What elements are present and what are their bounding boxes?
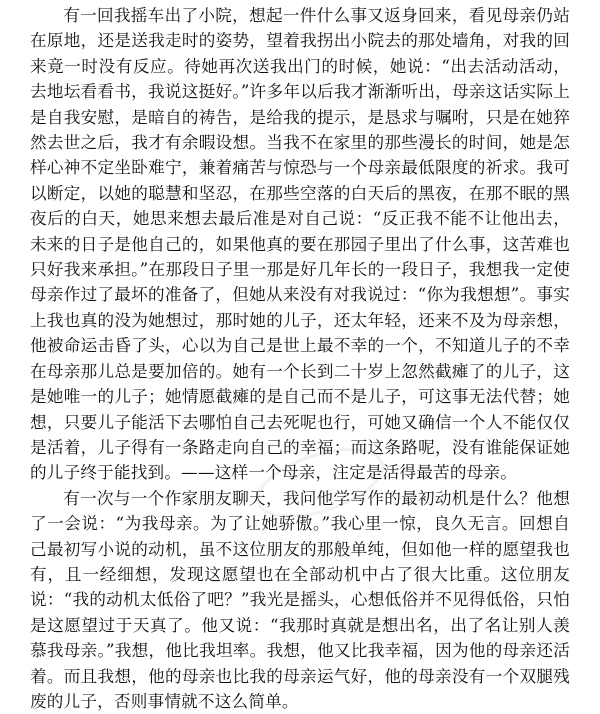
paragraph-2: 有一次与一个作家朋友聊天，我问他学写作的最初动机是什么？他想了一会说：“为我母亲。为了让她骄傲。”我心里一惊，良久无言。回想自己最初写小说的动机，虽不这位朋友的那般单纯，但如他一样的愿望我也有，且一经细想，发现这愿望也在全部动机中占了很大比重。这位朋友说：“我的动机太低俗了吧？”我光是摇头，心想低俗并不见得低俗，只怕是这愿望过于天真了。他又说：“我那时真就是想出名，出了名让别人羡慕我母亲。”我想，他比我坦率。我想，他又比我幸福，因为他的母亲还活着。而且我想，他的母亲也比我的母亲运气好，他的母亲没有一个双腿残废的儿子，否则事情就不这么简单。 <box>30 488 570 711</box>
article-body <box>30 3 570 714</box>
paragraph-1: 有一回我摇车出了小院，想起一件什么事又返身回来，看见母亲仍站在原地，还是送我走时的姿势，望着我拐出小院去的那处墙角，对我的回来竟一时没有反应。待她再次送我出门的时候，她说：“出去活动活动，去地坛看看书，我说这挺好。”许多年以后我才渐渐听出，母亲这话实际上是自我安慰，是暗自的祷告，是给我的提示，是恳求与嘱咐，只是在她猝然去世之后，我才有余暇设想。当我不在家里的那些漫长的时间，她是怎样心神不定坐卧难宁，兼着痛苦与惊恐与一个母亲最低限度的祈求。我可以断定，以她的聪慧和坚忍，在那些空落的白天后的黑夜，在那不眠的黑夜后的白天，她思来想去最后准是对自己说：“反正我不能不让他出去，未来的日子是他自己的，如果他真的要在那园子里出了什么事，这苦难也只好我来承担。”在那段日子里一那是好几年长的一段日子，我想我一定使母亲作过了最坏的准备了，但她从来没有对我说过：“你为我想想”。事实上我也真的没为她想过，那时她的儿子，还太年轻，还来不及为母亲想，他被命运击昏了头，心以为自己是世上最不幸的一个，不知道儿子的不幸在母亲那儿总是要加倍的。她有一个长到二十岁上忽然截瘫了的儿子，这是她唯一的儿子；她情愿截瘫的是自己而不是儿子，可这事无法代替；她想，只要儿子能活下去哪怕自己去死呢也行，可她又确信一个人不能仅仅是活着，儿子得有一条路走向自己的幸福；而这条路呢，没有谁能保证她的儿子终于能找到。——这样一个母亲，注定是活得最苦的母亲。 <box>30 6 570 483</box>
